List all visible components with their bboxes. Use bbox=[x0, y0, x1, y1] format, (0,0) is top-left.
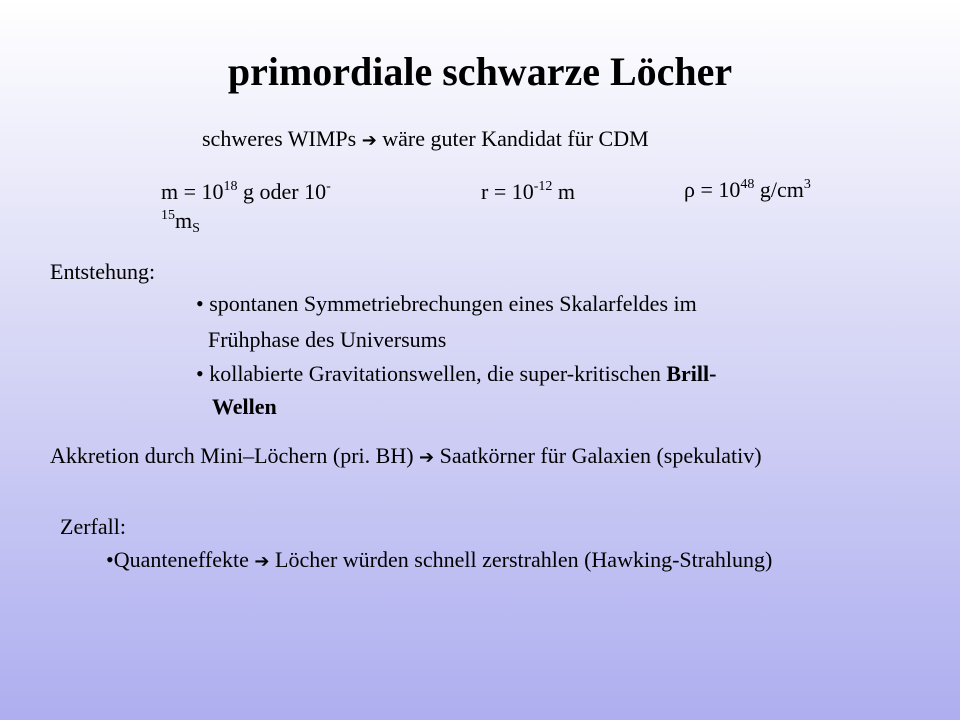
slide-title: primordiale schwarze Löcher bbox=[227, 49, 733, 94]
entstehung-item-1 bbox=[196, 291, 697, 317]
entstehung-heading: Entstehung: bbox=[50, 259, 156, 284]
mass-line-2 bbox=[161, 208, 200, 234]
right-arrow-icon: ➔ bbox=[254, 551, 270, 572]
density-unit: g/cm bbox=[754, 177, 804, 202]
zerfall-heading: Zerfall: bbox=[60, 514, 126, 539]
cdm-candidate-text: wäre guter Kandidat für CDM bbox=[382, 126, 649, 151]
item-2-bold-1: Brill- bbox=[666, 361, 717, 386]
bullet: • bbox=[106, 547, 114, 572]
radius-suffix: m bbox=[552, 179, 576, 204]
entstehung-item-2-cont bbox=[212, 394, 277, 420]
hawking-radiation-text: Löcher würden schnell zerstrahlen (Hawking-Strahlung) bbox=[275, 547, 773, 572]
akkretion-text: Akkretion durch Mini–Löchern (pri. BH) bbox=[50, 443, 414, 468]
density-exponent: 48 bbox=[740, 177, 755, 192]
radius-exponent: -12 bbox=[533, 179, 553, 194]
mass-exponent-3: 15 bbox=[161, 208, 175, 223]
wimp-label: schweres WIMPs bbox=[202, 126, 357, 151]
item-1-line-1: spontanen Symmetriebrechungen eines Skalarfeldes im bbox=[209, 291, 697, 316]
mass-symbol: m bbox=[175, 208, 193, 233]
mass-line-1 bbox=[161, 179, 331, 205]
density-line bbox=[684, 177, 811, 203]
quantum-effects-text: Quanteneffekte bbox=[113, 547, 249, 572]
bullet: • bbox=[196, 291, 204, 316]
density-unit-exponent: 3 bbox=[803, 177, 811, 192]
mass-exponent-2: - bbox=[326, 179, 331, 194]
zerfall-item bbox=[106, 547, 772, 575]
mass-mid: g oder 10 bbox=[237, 179, 327, 204]
right-arrow-icon: ➔ bbox=[361, 130, 377, 151]
mass-subscript: S bbox=[192, 221, 200, 236]
item-2-line-1: kollabierte Gravitationswellen, die super-kritischen bbox=[209, 361, 667, 386]
item-2-bold-2: Wellen bbox=[212, 394, 277, 419]
radius-line bbox=[481, 179, 575, 205]
right-arrow-icon: ➔ bbox=[419, 447, 435, 468]
density-prefix: ρ = 10 bbox=[684, 177, 741, 202]
wimp-line bbox=[202, 126, 649, 154]
mass-prefix: m = 10 bbox=[161, 179, 224, 204]
galaxy-seeds-text: Saatkörner für Galaxien (spekulativ) bbox=[439, 443, 762, 468]
entstehung-item-1-cont: Frühphase des Universums bbox=[208, 327, 447, 352]
entstehung-item-2 bbox=[196, 361, 716, 387]
mass-exponent-1: 18 bbox=[223, 179, 238, 194]
radius-prefix: r = 10 bbox=[481, 179, 534, 204]
akkretion-line bbox=[50, 443, 762, 471]
bullet: • bbox=[196, 361, 204, 386]
